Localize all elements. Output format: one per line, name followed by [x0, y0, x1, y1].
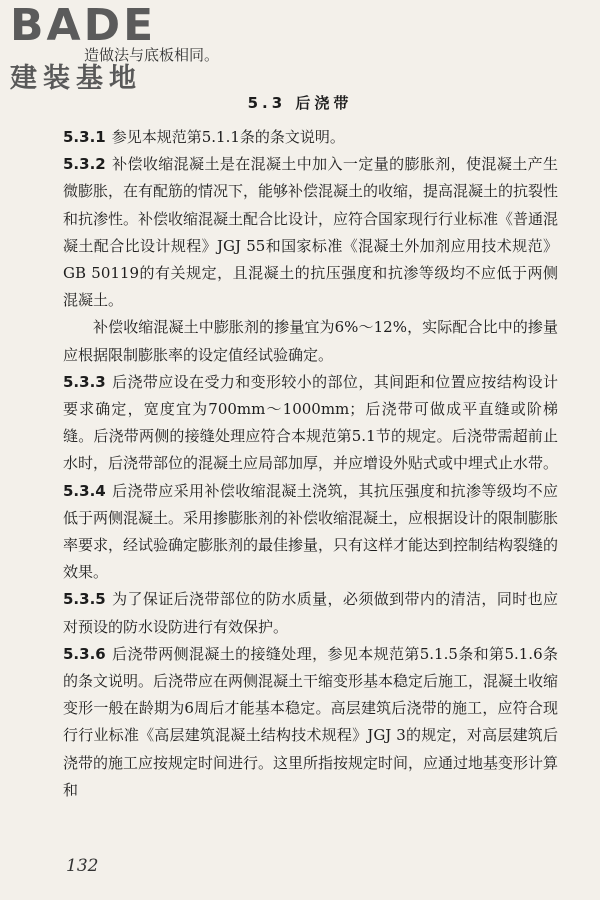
clause-text: 补偿收缩混凝土是在混凝土中加入一定量的膨胀剂，使混凝土产生微膨胀，在有配筋的情况下，能够补偿混凝土的收缩，提高混凝土的抗裂性和抗渗性。补偿收缩混凝土配合比设计，应符合国家现行行业标准《普通混凝土配合比设计规程》JGJ 55和国家标准《混凝土外加剂应用技术规范》GB 50119的有关规定，且混凝土的抗压强度和抗渗等级均不应低于两侧混凝土。	[63, 155, 559, 310]
clause-number: 5.3.1	[63, 128, 106, 146]
clause-5-3-4	[63, 478, 558, 587]
clause-number: 5.3.6	[63, 644, 106, 663]
section-title: 5.3 后浇带	[247, 94, 353, 112]
clause-text: 后浇带应设在受力和变形较小的部位，其间距和位置应按结构设计要求确定，宽度宜为700mm～1000mm；后浇带可做成平直缝或阶梯缝。后浇带两侧的接缝处理应符合本规范第5.1节的规定。后浇带需超前止水时，后浇带部位的混凝土应局部加厚，并应增设外贴式或中埋式止水带。	[63, 372, 559, 473]
clause-text: 后浇带应采用补偿收缩混凝土浇筑，其抗压强度和抗渗等级均不应低于两侧混凝土。采用掺膨胀剂的补偿收缩混凝土，应根据设计的限制膨胀率要求，经试验确定膨胀剂的最佳掺量，只有这样才能达到控制结构裂缝的效果。	[63, 481, 559, 582]
clause-number: 5.3.3	[63, 372, 106, 391]
clause-5-3-1	[63, 124, 558, 151]
logo-brand: BADE	[10, 0, 157, 51]
body-text	[63, 124, 558, 804]
clause-text: 参见本规范第5.1.1条的条文说明。	[111, 128, 345, 146]
clause-5-3-5	[63, 586, 558, 640]
clause-5-3-2-continuation: 补偿收缩混凝土中膨胀剂的掺量宜为6%～12%，实际配合比中的掺量应根据限制膨胀率的设定值经试验确定。	[63, 318, 558, 364]
previous-page-fragment: 造做法与底板相同。	[84, 46, 220, 64]
clause-text: 为了保证后浇带部位的防水质量，必须做到带内的清洁，同时也应对预设的防水设防进行有效保护。	[63, 590, 558, 636]
clause-text: 后浇带两侧混凝土的接缝处理，参见本规范第5.1.5条和第5.1.6条的条文说明。后浇带应在两侧混凝土干缩变形基本稳定后施工，混凝土收缩变形一般在龄期为6周后才能基本稳定。高层建筑后浇带的施工，应符合现行行业标准《高层建筑混凝土结构技术规程》JGJ 3的规定，对高层建筑后浇带的施工应按规定时间进行。这里所指按规定时间，应通过地基变形计算和	[63, 644, 559, 799]
clause-5-3-2	[63, 151, 558, 314]
clause-number: 5.3.5	[63, 590, 106, 609]
clause-number: 5.3.4	[63, 481, 106, 500]
clause-number: 5.3.2	[63, 155, 106, 174]
page-number: 132	[66, 856, 99, 876]
logo-subtitle: 建装基地	[10, 63, 142, 94]
clause-5-3-6	[63, 641, 558, 804]
clause-5-3-3	[63, 369, 558, 478]
